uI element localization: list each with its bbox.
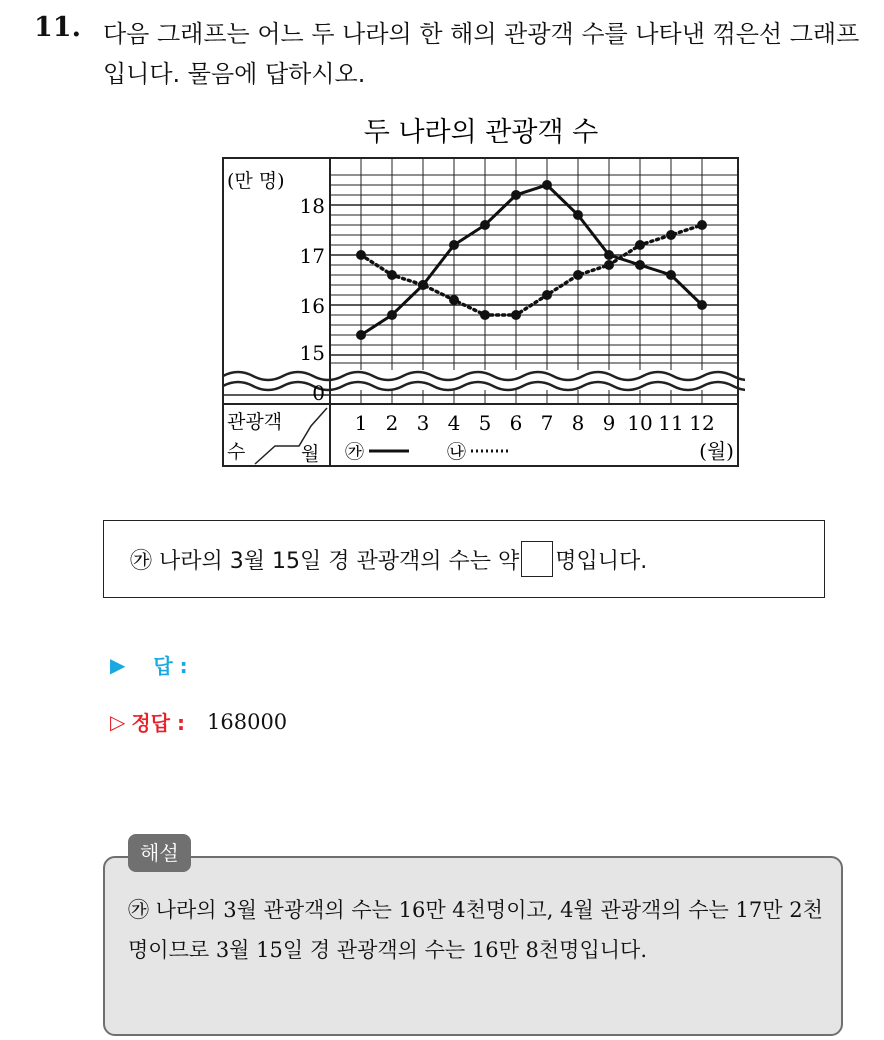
- data-point: [604, 250, 614, 260]
- x-tick-label: 1: [354, 411, 368, 435]
- data-point: [666, 230, 676, 240]
- data-point: [635, 240, 645, 250]
- data-point: [511, 310, 521, 320]
- y-tick-label: 17: [299, 244, 325, 268]
- data-point: [480, 310, 490, 320]
- question-number: 11.: [34, 12, 81, 43]
- answer-row: [110, 650, 188, 679]
- answer-label: 답 :: [153, 654, 188, 678]
- x-tick-label: 8: [571, 411, 585, 435]
- corner-label-top: 관광객: [227, 411, 283, 433]
- data-point: [418, 280, 428, 290]
- corner-label-bottom-right: 월: [301, 443, 320, 465]
- chart-title: 두 나라의 관광객 수: [363, 117, 599, 148]
- data-point: [542, 180, 552, 190]
- x-tick-label: 2: [385, 411, 399, 435]
- answer-blank: [521, 541, 553, 577]
- correct-answer-value: 168000: [207, 709, 288, 734]
- y-axis-unit: (만 명): [227, 170, 285, 192]
- problem-text-before: ㉮ 나라의 3월 15일 경 관광객의 수는 약: [130, 548, 520, 574]
- data-point: [449, 295, 459, 305]
- y-tick-label: 15: [299, 341, 325, 365]
- series-line: [361, 185, 702, 335]
- data-point: [449, 240, 459, 250]
- explanation-text: ㉮ 나라의 3월 관광객의 수는 16만 4천명이고, 4월 관광객의 수는 17만 2천명이므로 3월 15일 경 관광객의 수는 16만 8천명입니다.: [128, 898, 823, 962]
- data-point: [604, 260, 614, 270]
- correct-answer-row: [110, 707, 287, 736]
- line-chart: [215, 108, 745, 472]
- problem-text-after: 명입니다.: [555, 548, 648, 574]
- correct-answer-label: 정답 :: [131, 711, 185, 735]
- explanation-tag: 해설: [128, 834, 191, 872]
- data-point: [480, 220, 490, 230]
- x-tick-label: 11: [658, 411, 684, 435]
- legend-label: ㉯: [447, 441, 467, 463]
- y-tick-label: 18: [299, 194, 325, 218]
- data-point: [387, 270, 397, 280]
- question-text: 다음 그래프는 어느 두 나라의 한 해의 관광객 수를 나타낸 꺾은선 그래프입니다. 물음에 답하시오.: [103, 20, 860, 88]
- data-point: [387, 310, 397, 320]
- data-point: [635, 260, 645, 270]
- x-tick-label: 9: [602, 411, 616, 435]
- play-arrow-icon: ▶: [110, 652, 126, 677]
- x-tick-label: 7: [540, 411, 554, 435]
- y-tick-label: 16: [299, 294, 325, 318]
- data-point: [542, 290, 552, 300]
- x-tick-label: 4: [447, 411, 461, 435]
- data-point: [356, 330, 366, 340]
- data-point: [573, 210, 583, 220]
- x-tick-label: 6: [509, 411, 523, 435]
- x-tick-label: 12: [689, 411, 715, 435]
- data-point: [356, 250, 366, 260]
- data-point: [697, 300, 707, 310]
- problem-box: [103, 520, 825, 598]
- legend-label: ㉮: [345, 441, 365, 463]
- x-tick-label: 10: [627, 411, 653, 435]
- corner-label-bottom-left: 수: [227, 441, 246, 463]
- data-point: [511, 190, 521, 200]
- data-point: [666, 270, 676, 280]
- outline-arrow-icon: ▷: [110, 709, 126, 734]
- x-tick-label: 3: [416, 411, 430, 435]
- y-tick-label: 0: [312, 381, 325, 405]
- x-axis-unit: (월): [699, 439, 734, 463]
- data-point: [573, 270, 583, 280]
- x-tick-label: 5: [478, 411, 492, 435]
- data-point: [697, 220, 707, 230]
